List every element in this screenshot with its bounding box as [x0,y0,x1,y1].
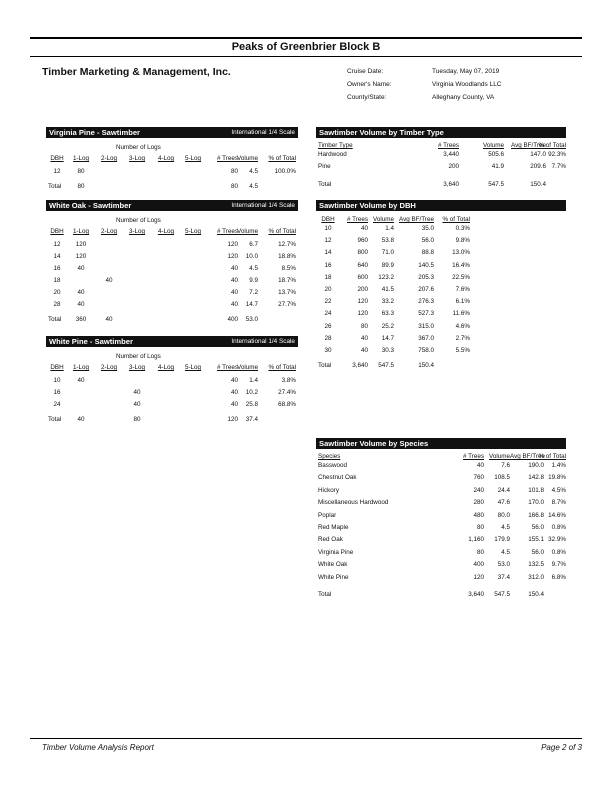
title-rule [30,56,582,57]
table-cell: 89.9 [381,261,394,269]
column-header: DBH [50,155,64,162]
table-cell: 8.5% [281,265,296,272]
column-header: # Trees [438,142,459,149]
table-cell: 28 [324,334,332,342]
section-title: Sawtimber Volume by Timber Type [319,128,444,137]
table-cell: Hickory [318,486,339,494]
table-cell: 88.8 [421,249,434,257]
table-cell: 155.1 [528,536,544,544]
column-header: 2-Log [100,364,118,371]
table-cell: 10.0 [245,253,258,260]
column-header: 5-Log [184,228,202,235]
column-header: 1-Log [72,364,90,371]
total-cell: 400 [227,316,238,323]
table-cell: 71.0 [381,249,394,257]
section-header [46,336,298,347]
total-cell: Total [318,362,332,370]
table-cell: 505.6 [488,151,504,158]
table-cell: 120 [473,573,484,581]
table-cell: 40 [77,265,85,272]
table-cell: 16 [53,265,61,272]
column-header: Species [318,453,341,460]
table-cell: 56.0 [421,237,434,245]
table-cell: 480 [473,511,484,519]
table-cell: 25.2 [381,322,394,330]
column-header: 4-Log [157,155,175,162]
column-header: 5-Log [184,155,202,162]
table-cell: 56.0 [531,524,544,531]
table-cell: 400 [473,561,484,569]
column-header: Avg BF/Tree [399,216,434,223]
column-header: DBH [50,228,64,235]
table-cell: 24 [53,401,61,408]
table-cell: 760 [473,474,484,482]
table-cell: 40 [360,347,368,354]
column-header: # Trees [347,216,368,223]
table-cell: 9.8% [455,237,470,245]
table-cell: 800 [357,249,368,257]
table-cell: 120 [75,253,87,260]
table-cell: 600 [357,273,368,281]
column-header: % of Total [268,155,296,162]
table-cell: 527.3 [418,310,434,318]
table-cell: 80 [476,548,484,556]
table-cell: 179.9 [494,536,510,544]
total-cell: Total [48,416,62,423]
table-cell: 22.5% [452,273,470,281]
table-cell: 123.2 [378,273,394,281]
section-scale: International 1/4 Scale [231,202,295,209]
table-cell: 14.7 [245,301,258,308]
table-cell: 40 [133,401,141,408]
table-cell: 37.4 [497,573,510,581]
table-cell: 10.2 [245,389,258,396]
table-cell: 47.6 [497,499,510,507]
table-cell: 276.3 [418,298,434,306]
table-cell: 32.9% [548,536,566,544]
table-cell: 280 [473,499,484,507]
table-cell: Pine [318,163,331,170]
table-cell: 200 [357,286,368,293]
section-scale: International 1/4 Scale [231,338,295,345]
section-header [316,127,566,138]
total-cell: Total [318,591,332,598]
table-cell: 25.8 [245,401,258,408]
table-cell: 14 [324,249,332,257]
footer-page-number: Page 2 of 3 [541,743,582,752]
table-cell: White Oak [318,561,348,569]
column-header: 3-Log [128,155,146,162]
table-cell: 19.8% [548,474,566,482]
table-cell: 147.0 [530,151,546,158]
table-cell: 10 [324,225,332,232]
section-title: White Oak - Sawtimber [49,201,132,210]
table-cell: 12 [53,241,61,248]
table-cell: 1,160 [468,536,484,544]
table-cell: 18.8% [278,253,296,260]
info-label: Cruise Date: [347,68,384,75]
table-cell: Hardwood [318,151,347,158]
column-header: # Trees [217,155,238,162]
table-cell: 14 [53,253,61,260]
table-cell: 640 [357,261,368,269]
table-cell: 4.5 [501,548,510,556]
column-header: Volume [372,216,394,223]
total-cell: 3,640 [352,362,368,370]
table-cell: 16 [324,261,332,269]
table-cell: 40 [230,301,238,308]
section-header [316,200,566,211]
total-cell: 120 [227,416,238,423]
table-cell: 312.0 [528,573,544,581]
column-header: % of Total [538,453,566,460]
table-cell: 100.0% [274,168,296,175]
table-cell: 7.6% [455,286,470,293]
table-cell: Chestnut Oak [318,474,357,482]
table-cell: 132.5 [528,561,544,569]
column-header: % of Total [268,364,296,371]
total-cell: 3,640 [443,181,459,188]
column-header: Avg BF/Tree [510,453,545,460]
section-header [316,438,566,449]
table-cell: 7.2 [249,289,258,296]
table-cell: 27.7% [278,301,296,308]
table-cell: 205.3 [418,273,434,281]
table-cell: 0.8% [551,548,566,556]
table-cell: 18.7% [278,277,296,284]
company-name: Timber Marketing & Management, Inc. [42,66,231,78]
table-cell: 28 [53,301,61,308]
total-cell: 80 [133,416,141,423]
table-cell: 80 [476,524,484,531]
table-cell: 9.7% [551,561,566,569]
column-header: 2-Log [100,228,118,235]
total-cell: 360 [75,316,87,323]
column-header: Volume [482,142,504,149]
section-title: White Pine - Sawtimber [49,337,133,346]
total-cell: 53.0 [245,316,258,323]
table-cell: Virginia Pine [318,548,354,556]
column-header: Avg BF/Tree [511,142,546,149]
column-header: 3-Log [128,228,146,235]
table-cell: 0.8% [551,524,566,531]
table-cell: 1.4 [385,225,394,232]
total-cell: 150.4 [418,362,434,370]
table-cell: 209.6 [530,163,546,170]
table-cell: 9.9 [249,277,258,284]
table-cell: 13.0% [452,249,470,257]
table-cell: 4.5% [551,486,566,494]
table-cell: 0.3% [455,225,470,232]
table-cell: 24 [324,310,332,318]
table-cell: 758.0 [418,347,434,354]
column-header: 2-Log [100,155,118,162]
table-cell: 6.7 [249,241,258,248]
table-cell: 40 [230,377,238,384]
table-cell: 26 [324,322,332,330]
table-cell: 11.6% [452,310,470,318]
table-cell: 14.6% [548,511,566,519]
table-cell: 4.5 [249,168,258,175]
table-cell: 2.7% [455,334,470,342]
column-header: DBH [50,364,64,371]
column-header: 4-Log [157,228,175,235]
table-cell: 41.9 [491,163,504,170]
column-header: Volume [488,453,510,460]
table-cell: 207.6 [418,286,434,293]
section-title: Virginia Pine - Sawtimber [49,128,141,137]
table-cell: 40 [360,334,368,342]
table-cell: 40 [105,277,113,284]
table-cell: 3,440 [443,151,459,158]
section-scale: International 1/4 Scale [231,129,295,136]
total-cell: 80 [230,183,238,190]
table-cell: 10 [53,377,61,384]
table-cell: 4.6% [455,322,470,330]
table-cell: Basswood [318,462,348,469]
footer-rule [30,738,582,739]
table-cell: 80 [77,168,85,175]
table-cell: 33.2 [381,298,394,306]
total-cell: 547.5 [494,591,510,598]
logs-group-label: Number of Logs [116,217,161,224]
info-label: Owner's Name: [347,81,392,88]
table-cell: Poplar [318,511,337,519]
table-cell: 40 [77,301,85,308]
table-cell: 6.8% [551,573,566,581]
table-cell: 20 [53,289,61,296]
table-cell: 40 [77,289,85,296]
total-cell: 547.5 [488,181,504,188]
table-cell: 14.7 [381,334,394,342]
total-cell: 40 [105,316,113,323]
table-cell: 22 [324,298,332,306]
table-cell: 16 [53,389,61,396]
table-cell: 120 [75,241,87,248]
table-cell: 92.3% [548,151,566,158]
section-header [46,127,298,138]
table-cell: 315.0 [418,322,434,330]
table-cell: 101.8 [528,486,544,494]
table-cell: 41.5 [381,286,394,293]
table-cell: 170.0 [528,499,544,507]
column-header: Volume [236,155,258,162]
info-value: Alleghany County, VA [432,94,495,101]
info-value: Virginia Woodlands LLC [432,81,502,88]
table-cell: 30 [324,347,332,354]
table-cell: 35.0 [421,225,434,232]
table-cell: 53.8 [381,237,394,245]
table-cell: 30.3 [381,347,394,354]
table-cell: 140.5 [418,261,434,269]
logs-group-label: Number of Logs [116,353,161,360]
table-cell: 80 [230,168,238,175]
table-cell: 20 [324,286,332,293]
table-cell: 5.5% [455,347,470,354]
column-header: Volume [236,364,258,371]
column-header: # Trees [463,453,484,460]
table-cell: 40 [230,401,238,408]
section-title: Sawtimber Volume by Species [319,439,429,448]
table-cell: White Pine [318,573,349,581]
table-cell: 18 [324,273,332,281]
column-header: 1-Log [72,228,90,235]
table-cell: 12 [53,168,61,175]
table-cell: 40 [230,389,238,396]
table-cell: 53.0 [497,561,510,569]
table-cell: 960 [357,237,368,245]
table-cell: 80.0 [497,511,510,519]
table-cell: 40 [77,377,85,384]
column-header: % of Total [442,216,470,223]
column-header: % of Total [268,228,296,235]
table-cell: 120 [357,298,368,306]
table-cell: 40 [230,265,238,272]
table-cell: 7.6 [501,462,510,469]
table-cell: 40 [360,225,368,232]
table-cell: 40 [476,462,484,469]
info-value: Tuesday, May 07, 2019 [432,68,500,75]
table-cell: 108.5 [494,474,510,482]
table-cell: 240 [473,486,484,494]
total-cell: 3,640 [468,591,484,598]
table-cell: 1.4 [249,377,258,384]
column-header: % of Total [538,142,566,149]
table-cell: 120 [357,310,368,318]
table-cell: 80 [360,322,368,330]
total-cell: 547.5 [378,362,394,370]
total-cell: 150.4 [528,591,544,598]
table-cell: 3.8% [281,377,296,384]
column-header: 1-Log [72,155,90,162]
top-rule [30,37,582,39]
total-cell: 37.4 [245,416,258,423]
logs-group-label: Number of Logs [116,144,161,151]
total-cell: 40 [77,416,85,423]
table-cell: 24.4 [497,486,510,494]
table-cell: 4.5 [249,265,258,272]
column-header: # Trees [217,228,238,235]
table-cell: Red Maple [318,524,349,531]
table-cell: 16.4% [452,261,470,269]
table-cell: 63.3 [381,310,394,318]
footer-report-name: Timber Volume Analysis Report [42,743,154,752]
total-cell: 150.4 [530,181,546,188]
total-cell: Total [48,316,62,323]
table-cell: 12.7% [278,241,296,248]
table-cell: 120 [227,253,238,260]
total-cell: Total [318,181,332,188]
table-cell: 12 [324,237,332,245]
column-header: DBH [321,216,335,223]
table-cell: 40 [230,289,238,296]
section-header [46,200,298,211]
total-cell: 4.5 [249,183,258,190]
table-cell: 7.7% [551,163,566,170]
column-header: Volume [236,228,258,235]
table-cell: Red Oak [318,536,343,544]
table-cell: 4.5 [501,524,510,531]
table-cell: 8.7% [551,499,566,507]
table-cell: Miscellaneous Hardwood [318,499,389,507]
column-header: 4-Log [157,364,175,371]
table-cell: 1.4% [551,462,566,469]
table-cell: 142.8 [528,474,544,482]
column-header: 5-Log [184,364,202,371]
table-cell: 40 [133,389,141,396]
table-cell: 18 [53,277,61,284]
table-cell: 68.8% [278,401,296,408]
table-cell: 6.1% [455,298,470,306]
column-header: # Trees [217,364,238,371]
column-header: 3-Log [128,364,146,371]
table-cell: 27.4% [278,389,296,396]
table-cell: 120 [227,241,238,248]
total-cell: Total [48,183,62,190]
table-cell: 13.7% [278,289,296,296]
table-cell: 40 [230,277,238,284]
section-title: Sawtimber Volume by DBH [319,201,416,210]
column-header: Timber Type [318,142,353,149]
report-title: Peaks of Greenbrier Block B [231,41,381,53]
table-cell: 56.0 [531,548,544,556]
table-cell: 190.0 [528,462,544,469]
info-label: County/State: [347,94,387,101]
table-cell: 166.8 [528,511,544,519]
total-cell: 80 [77,183,85,190]
table-cell: 367.0 [418,334,434,342]
table-cell: 200 [448,163,459,170]
